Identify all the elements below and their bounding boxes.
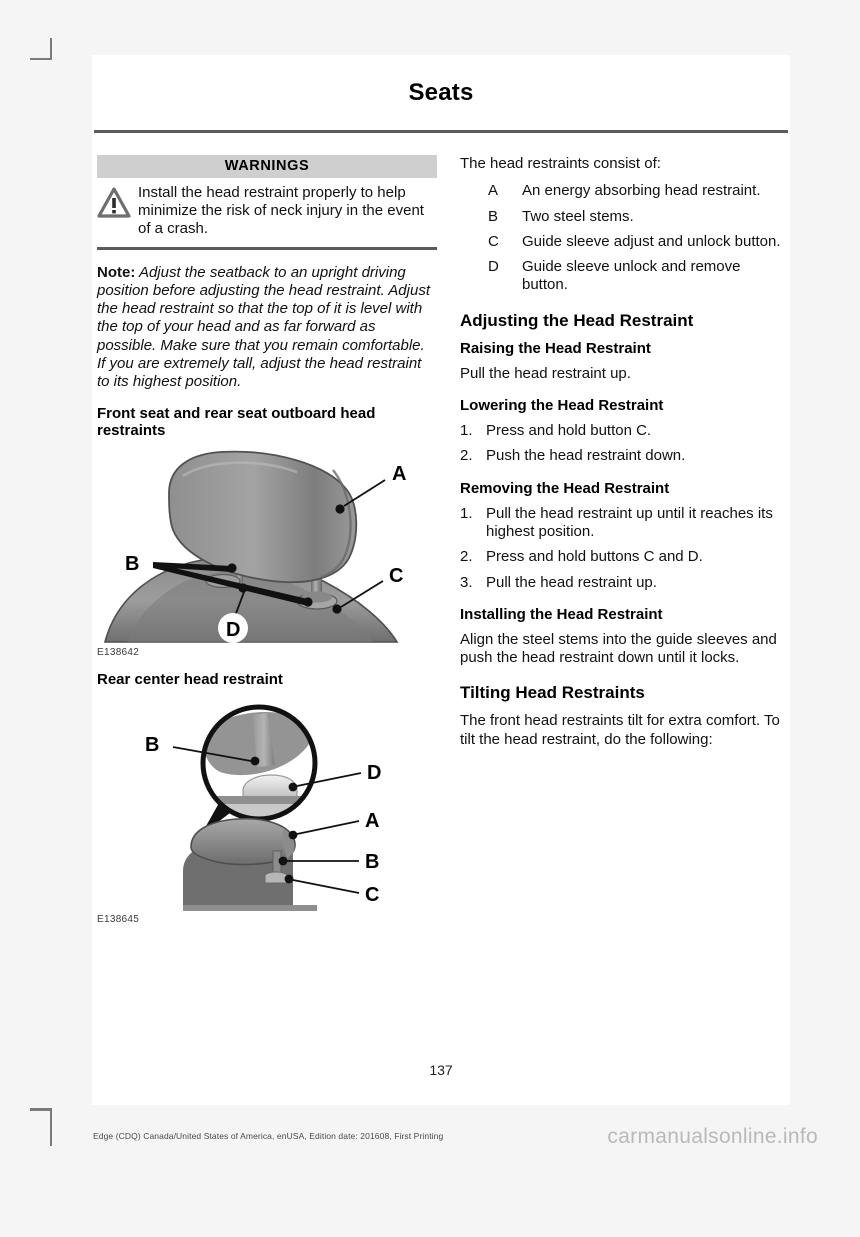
subsection-heading-installing: Installing the Head Restraint (460, 605, 663, 623)
note-text: Adjust the seatback to an upright driving position before adjusting the head restraint. Adjust the head restraint so that the top of it is level with the top of your head and as far forward as possible. Make sure that you remain comfortable. If you are extremely tall, adjust the head restraint to its highest position. (97, 263, 430, 391)
component-value: Guide sleeve adjust and unlock button. (522, 232, 781, 250)
step-text: Press and hold button C. (486, 422, 652, 440)
svg-text:C: C (365, 883, 380, 906)
svg-text:B: B (365, 850, 380, 873)
step-text: Press and hold buttons C and D. (486, 548, 703, 566)
list-item (460, 233, 790, 251)
component-value: An energy absorbing head restraint. (522, 182, 761, 200)
list-item (460, 208, 790, 226)
step-number: 3. (460, 573, 473, 591)
component-key: D (488, 258, 499, 276)
figure2-caption: E138645 (97, 913, 140, 925)
svg-text:D: D (226, 618, 241, 641)
warning-divider (97, 247, 437, 250)
steps-removing (460, 505, 790, 592)
figure1-heading: Front seat and rear seat outboard head restraints (97, 404, 376, 440)
step-number: 1. (460, 504, 473, 522)
two-column-body (92, 133, 790, 925)
footer-imprint: Edge (CDQ) Canada/United States of America, enUSA, Edition date: 201608, First Printing (93, 1131, 444, 1141)
components-list (460, 182, 790, 294)
svg-text:D: D (367, 761, 382, 784)
warning-block (97, 155, 437, 250)
subsection-heading-raising: Raising the Head Restraint (460, 339, 651, 357)
step-text: Pull the head restraint up. (486, 573, 657, 591)
figure-front-seat-head-restraint (97, 446, 437, 658)
figure1-caption: E138642 (97, 646, 140, 658)
list-item (460, 505, 790, 542)
figure2-heading: Rear center head restraint (97, 670, 283, 688)
step-number: 2. (460, 447, 473, 465)
component-value: Guide sleeve unlock and remove button. (522, 258, 741, 294)
page-header (92, 55, 790, 130)
component-key: C (488, 232, 499, 250)
component-key: B (488, 207, 499, 225)
component-key: A (488, 182, 499, 200)
warning-heading: WARNINGS (97, 155, 437, 178)
step-text: Pull the head restraint up until it reaches its highest position. (486, 504, 773, 540)
warning-text: Install the head restraint properly to help minimize the risk of neck injury in the event of a crash. (138, 184, 424, 237)
closing-paragraph: The front head restraints tilt for extra comfort. To tilt the head restraint, do the following: (460, 712, 780, 748)
svg-text:A: A (365, 809, 380, 832)
step-text: Push the head restraint down. (486, 447, 686, 465)
warning-triangle-icon (97, 184, 131, 238)
list-item (460, 182, 790, 200)
components-intro: The head restraints consist of: (460, 155, 661, 172)
svg-text:C: C (389, 564, 404, 587)
right-column (460, 155, 790, 925)
list-item (460, 574, 790, 592)
crop-mark-top-left (30, 38, 52, 60)
crop-mark-bottom-left (30, 1108, 52, 1146)
step-number: 1. (460, 422, 473, 440)
svg-text:B: B (145, 733, 160, 756)
page-number: 137 (429, 1062, 453, 1078)
component-value: Two steel stems. (522, 207, 634, 225)
watermark: carmanualsonline.info (607, 1125, 818, 1148)
steps-lowering (460, 422, 790, 466)
svg-text:B: B (125, 552, 140, 575)
section-heading-adjusting: Adjusting the Head Restraint (460, 310, 694, 330)
subsection-paragraph-installing: Align the steel stems into the guide sleeves and push the head restraint down until it locks. (460, 630, 777, 667)
list-item (460, 422, 790, 440)
list-item (460, 258, 790, 295)
svg-text:A: A (392, 462, 407, 485)
figure-rear-center-head-restraint (97, 695, 437, 925)
note-label: Note: (97, 263, 136, 281)
page-title: Seats (408, 78, 474, 106)
step-number: 2. (460, 548, 473, 566)
subsection-paragraph-raising: Pull the head restraint up. (460, 364, 631, 382)
subsection-heading-removing: Removing the Head Restraint (460, 479, 670, 497)
list-item (460, 447, 790, 465)
list-item (460, 548, 790, 566)
subsection-heading-lowering: Lowering the Head Restraint (460, 397, 664, 415)
left-column (92, 155, 437, 925)
manual-page (92, 55, 790, 1105)
section-heading-tilting: Tilting Head Restraints (460, 683, 645, 703)
note-paragraph (97, 264, 437, 392)
column-gutter (437, 155, 460, 925)
